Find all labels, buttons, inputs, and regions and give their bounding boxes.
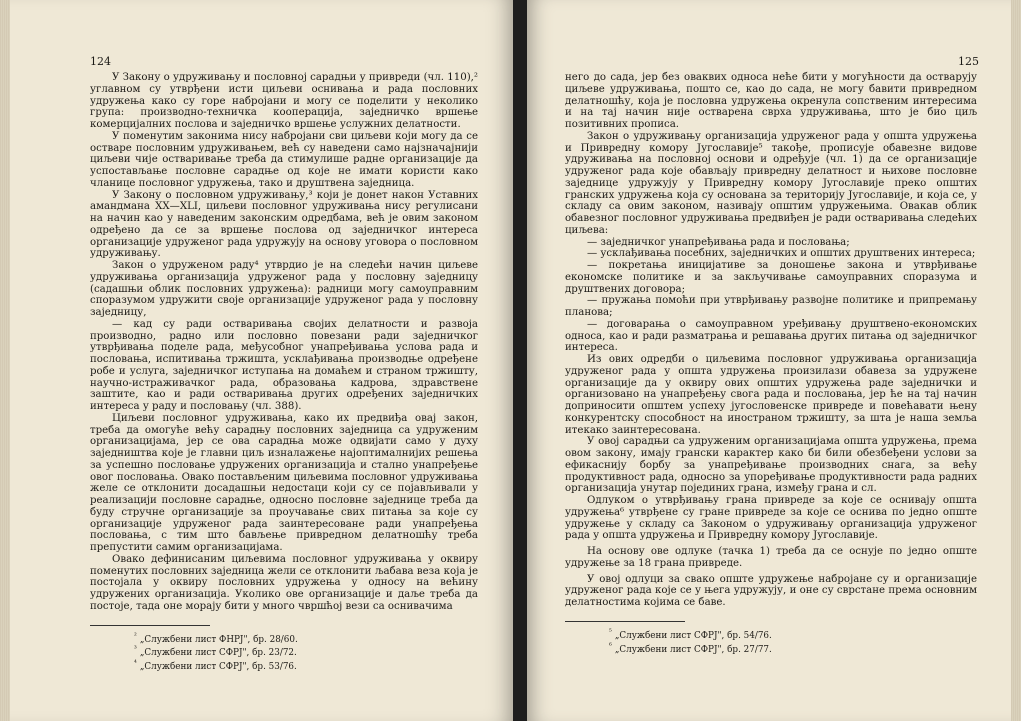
paragraph: Одлуком о утврђивању грана привреде за које се оснивају општа удружења⁶ утврђене су гране привреде за које се оснива по једно опште удружење у складу са Законом о удруживању организација удруженог рада у општа удружења и Привредну комору Југославије. <box>565 495 977 542</box>
footnote <box>90 658 478 672</box>
paragraph: У овој одлуци за свако опште удружење набројане су и организације удруженог рада које се у њега удружују, и оне су сврстане према основним делатностима којима се баве. <box>565 573 977 608</box>
list-item: — усклађивања посебних, заједничких и општих друштвених интереса; <box>587 248 976 260</box>
paragraph: На основу ове одлуке (тачка 1) треба да се оснује по једно опште удружење за 18 грана привреде. <box>565 546 977 569</box>
book-gutter <box>513 0 527 721</box>
footnote-text: „Службени лист ФНРЈ", бр. 28/60. <box>139 634 298 645</box>
paragraph: Закон о удруженом раду⁴ утврдио је на следећи начин циљеве удруживања организација удруженог рада у пословну заједницу (садашњи облик пословних удружења): радници могу самоуправним споразумом удружити своје организације удруженог рада у пословну заједницу, <box>90 260 478 318</box>
footnote <box>565 627 977 641</box>
page-number-left: 124 <box>90 55 111 68</box>
paragraph: него до сада, јер без оваквих односа неће бити у могућности да остварују циљеве удруживања, пошто се, као до сада, не могу бавити привредном делатношћу, која је пословна удружења окренула сопственим интересима и на тај начин није остварена сврха удруживања, што је био циљ позитивних прописа. <box>565 72 977 130</box>
footnote-number: ³ <box>134 645 137 654</box>
footnote-text: „Службени лист СФРЈ", бр. 27/77. <box>614 644 772 655</box>
footnote-number: ⁴ <box>134 659 137 668</box>
footnote-number: ² <box>134 631 137 640</box>
paragraph: У Закону о удруживању и пословној сарадњи у привреди (чл. 110),² углавном су утврђени исти циљеви оснивања и рада пословних удружења како су горе набројани и могу се поделити у неколико група: производно-техничка кооперација, заједничко вршење комерцијалних послова и заједничко вршење услужних делатности. <box>90 72 478 130</box>
left-text-column <box>90 72 478 672</box>
list-item: — покретања иницијативе за доношење закона и утврђивање економске политике и за закључивање самоуправних споразума и друштвених договора; <box>565 260 977 295</box>
footnote-rule <box>90 625 210 626</box>
paragraph: У Закону о пословном удруживању,³ који је донет након Уставних амандмана XX—XLI, циљеви пословног удруживања нису регулисани на начин као у наведеним законским одредбама, већ је овим законом одређено да се за вршење послова од заједничког интереса организације удруженог рада удружују на основу уговора о пословном удруживању. <box>90 189 478 260</box>
page-number-right: 125 <box>958 55 979 68</box>
paragraph: Закон о удруживању организација удруженог рада у општа удружења и Привредну комору Југославије⁵ такође, прописује обавезне видове удруживања на пословној основи и одређује (чл. 1) да се организације удруженог рада које обављају привредну делатност и њихове пословне заједнице удружују у Привредну комору Југославије преко општих гранских удружења која су основана за територију Југославије, и која се, у складу са овим законом, називају општим удружењима. Овакав облик обавезног пословног удруживања предвиђен је ради остваривања следећих циљева: <box>565 130 977 236</box>
paragraph: Циљеви пословног удруживања, како их предвиђа овај закон, треба да омогуће већу сарадњу пословних заједница са удруженим организацијама, јер се ова сарадња може одвијати само у духу заједништва које је главни циљ изналажење најоптималнијих решења за успешно пословање удружених организација и стално унапређење овог пословања. Овако постављеним циљевима пословног удруживања желе се отклонити досадашњи недостаци који су се појављивали у реализацији пословне сарадње, односно пословне заједнице треба да буду стручне организације за проучавање свих питања за које су организације удруженог рада заинтересоване ради унапређења пословања, с тим што бављење привредном делатношћу треба препустити самим организацијама. <box>90 412 478 553</box>
list-item: — договарања о самоуправном уређивању друштвено-економских односа, као и ради разматрања и решавања других питања од заједничког интереса. <box>565 318 977 354</box>
page-edge-right <box>1011 0 1021 721</box>
paragraph: — кад су ради остваривања својих делатности и развоја производно, радно или пословно повезани ради заједничког утврђивања поделе рада, међусобног унапређивања услова рада и пословања, испитивања тржишта, усклађивања производње одређене робе и услуга, заједничког иступања на домаћем и страном тржишту, научно-истраживачког рада, образовања кадрова, здравствене заштите, као и ради остваривања других одређених заједничких интереса у раду и пословању (чл. 388). <box>90 318 478 412</box>
footnote-text: „Службени лист СФРЈ", бр. 23/72. <box>139 648 297 659</box>
right-page <box>527 0 1021 721</box>
paragraph: Из ових одредби о циљевима пословног удруживања организација удруженог рада у општа удружења произилази обавеза за удружене организације да у оквиру ових општих удружења раде заједнички и организовано на унапређењу свога рада и пословања, јер ће на тај начин доприносити општем успеху југословенске привреде и повећавати њену конкурентску способност на иностраном тржишту, за шта је наша земља итекако заинтересована. <box>565 354 977 436</box>
page-edge-left <box>0 0 10 721</box>
right-text-column <box>565 72 977 655</box>
footnote-text: „Службени лист СФРЈ", бр. 54/76. <box>614 630 772 641</box>
footnote-number: ⁶ <box>609 641 612 650</box>
footnote-text: „Службени лист СФРЈ", бр. 53/76. <box>139 662 297 673</box>
paragraph: У поменутим законима нису набројани сви циљеви који могу да се остваре пословним удруживањем, већ су наведени само најзначајнији циљеви чије остваривање треба да стимулише радне организације да успостављање пословне сарадње од које не имати користи како чланице пословног удружења, тако и друштвена заједница. <box>90 130 478 189</box>
list-item: — пружања помоћи при утврђивању развојне политике и припремању планова; <box>565 295 977 318</box>
footnote <box>90 644 478 658</box>
footnote <box>565 641 977 655</box>
list-item: — заједничког унапређивања рада и пословања; <box>587 236 850 248</box>
paragraph: Овако дефинисаним циљевима пословног удруживања у оквиру поменутих пословних заједница жели се отклонити љабава веза која је постојала у оквиру пословних удружења у односу на већину удружених организација. Уколико ове организације и даље треба да постоје, тада оне морају бити у много чвршћој вези са оснивачима <box>90 553 478 612</box>
footnote-rule <box>565 621 685 622</box>
footnote <box>90 631 478 645</box>
footnote-number: ⁵ <box>609 627 612 636</box>
paragraph: У овој сарадњи са удруженим организацијама општа удружења, према овом закону, имају грански карактер како би били обезбеђени услови за ефикаснију борбу за унапређивање производних снага, за већу продуктивност рада, односно за упоређивање продуктивности рада радних организација унутар појединих грана, између грана и сл. <box>565 436 977 495</box>
